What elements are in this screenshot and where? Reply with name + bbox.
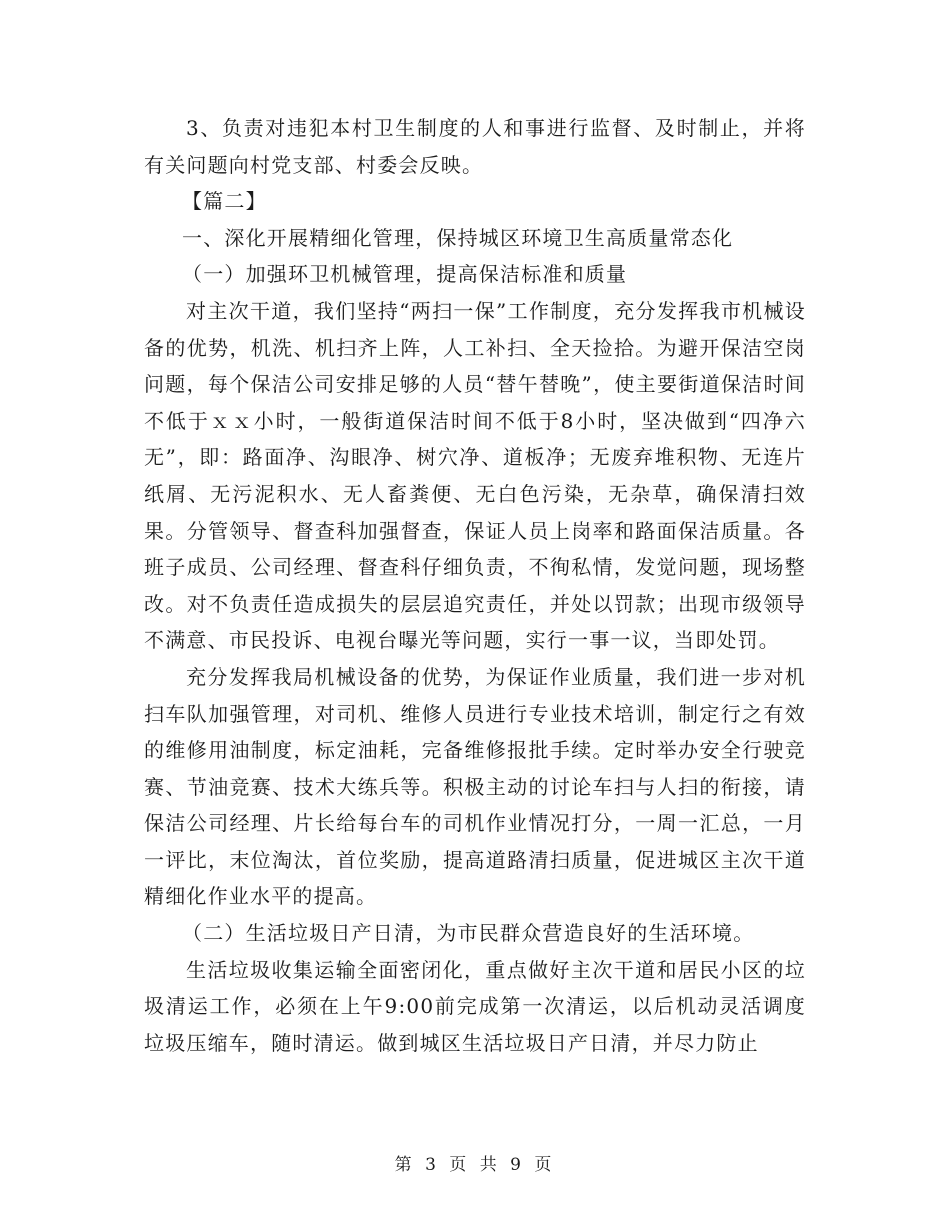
- subsection-heading-two: （二）生活垃圾日产日清，为市民群众营造良好的生活环境。: [182, 921, 755, 946]
- paragraph-main-roads: 对主次干道，我们坚持“两扫一保”工作制度，充分发挥我市机械设备的优势，机洗、机扫齐上阵，人工补扫、全天捡拾。为避开保洁空岗问题，每个保洁公司安排足够的人员“替午替晚”，使主要街道保洁时间不低于ｘｘ小时，一般街道保洁时间不低于8小时，坚决做到“四净六无”，即：路面净、沟眼净、树穴净、道板净；无废弃堆积物、无连片纸屑、无污泥积水、无人畜粪便、无白色污染，无杂草，确保清扫效果。分管领导、督查科加强督查，保证人员上岗率和路面保洁质量。各班子成员、公司经理、督查科仔细负责，不徇私情，发觉问题，现场整改。对不负责任造成损失的层层追究责任，并处以罚款；出现市级领导不满意、市民投诉、电视台曝光等问题，实行一事一议，当即处罚。: [144, 298, 806, 653]
- paragraph-item-3: 3、负责对违犯本村卫生制度的人和事进行监督、及时制止，并将有关问题向村党支部、村委会反映。: [144, 116, 806, 177]
- page-footer: 第 3 页 共 9 页: [394, 1155, 556, 1175]
- paragraph-garbage-collection: 生活垃圾收集运输全面密闭化，重点做好主次干道和居民小区的垃圾清运工作，必须在上午9:00前完成第一次清运，以后机动灵活调度垃圾压缩车，随时清运。做到城区生活垃圾日产日清，并尽力防止: [144, 957, 806, 1055]
- paragraph-machinery: 充分发挥我局机械设备的优势，为保证作业质量，我们进一步对机扫车队加强管理，对司机、维修人员进行专业技术培训，制定行之有效的维修用油制度，标定油耗，完备维修报批手续。定时举办安全行驶竞赛、节油竞赛、技术大练兵等。积极主动的讨论车扫与人扫的衔接，请保洁公司经理、片长给每台车的司机作业情况打分，一周一汇总，一月一评比，末位淘汰，首位奖励，提高道路清扫质量，促进城区主次干道精细化作业水平的提高。: [144, 664, 806, 909]
- document-body: [144, 110, 806, 1061]
- section-heading-one: 一、深化开展精细化管理，保持城区环境卫生高质量常态化: [182, 225, 734, 250]
- subsection-heading-one: （一）加强环卫机械管理，提高保洁标准和质量: [182, 262, 628, 287]
- section-heading-part-two: 【篇二】: [182, 189, 267, 214]
